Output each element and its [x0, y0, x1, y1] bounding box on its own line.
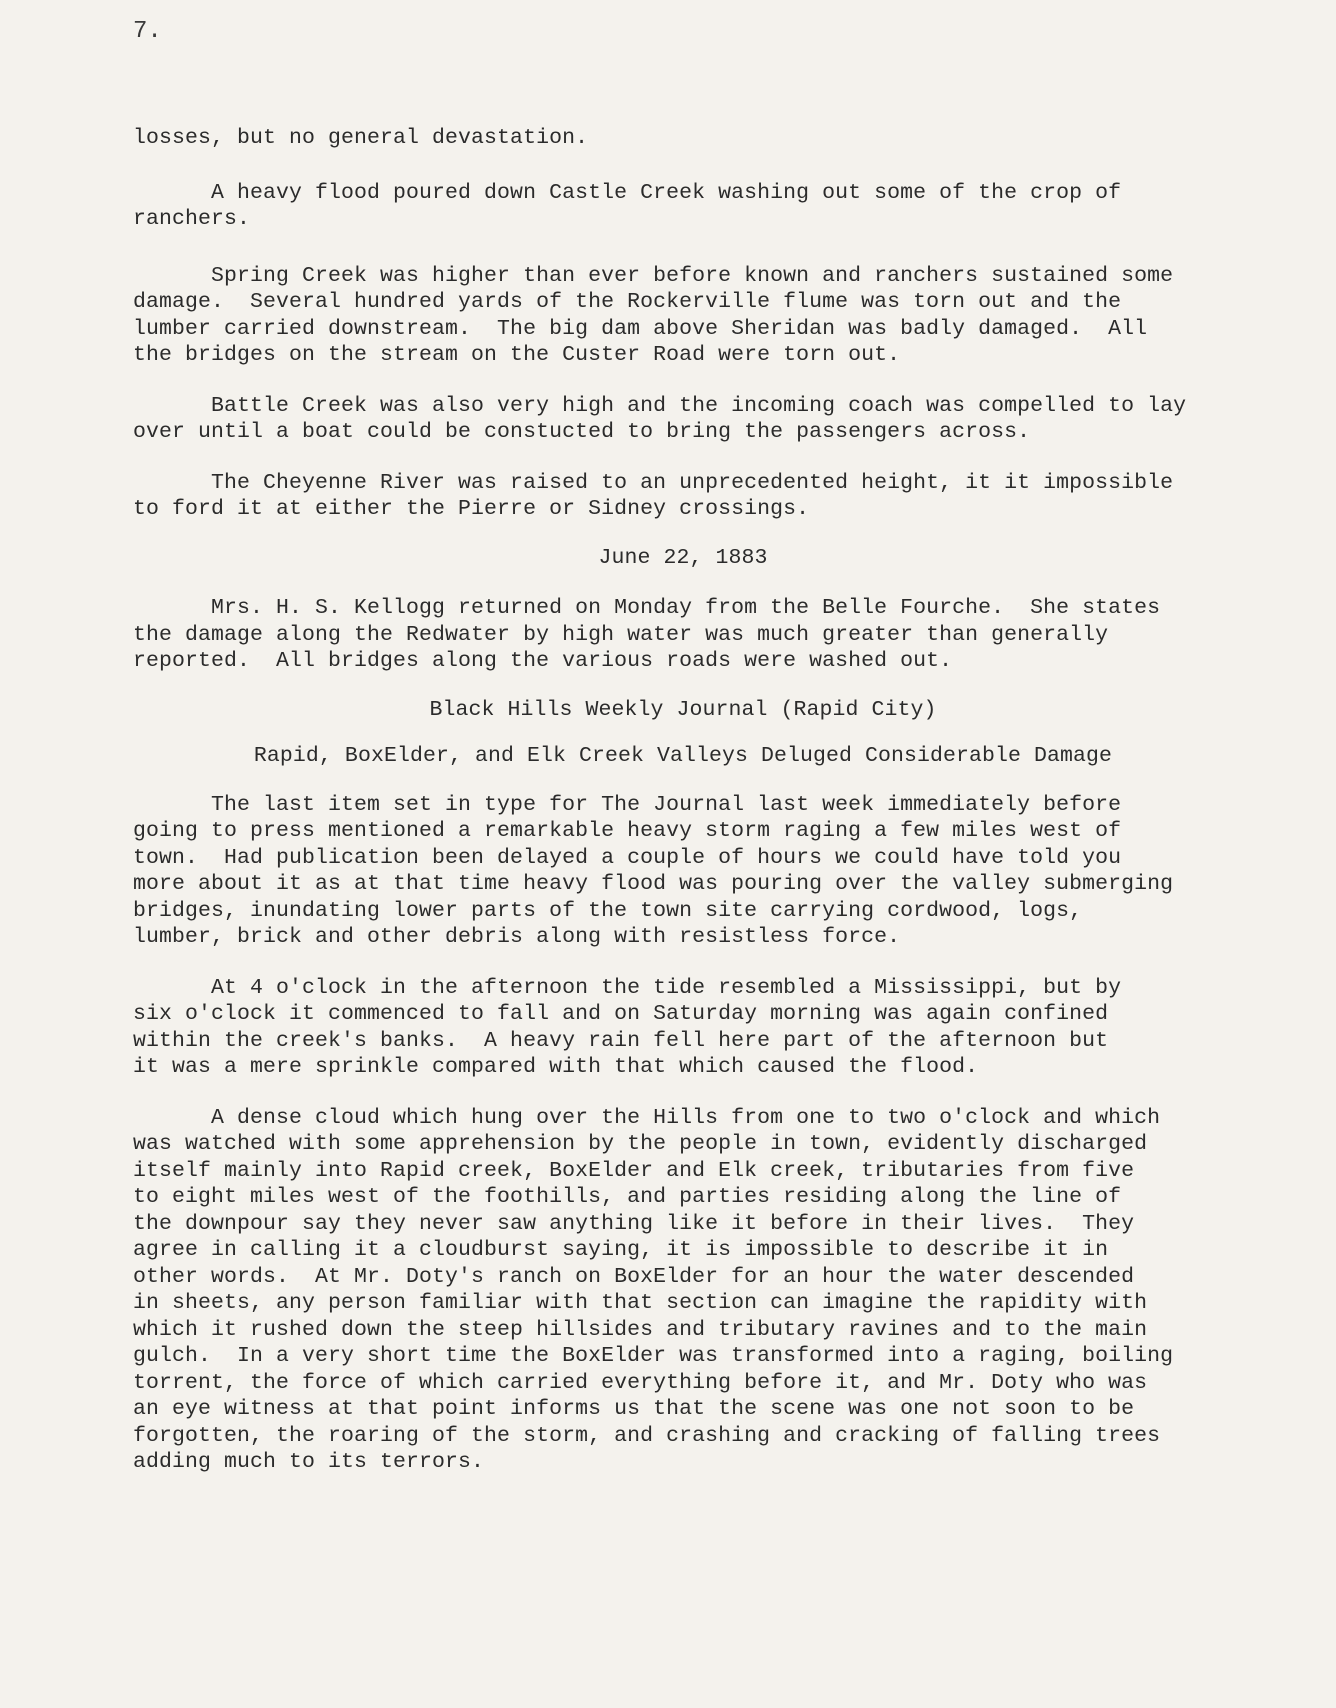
text-line: town. Had publication been delayed a couple of hours we could have told you [133, 845, 1122, 870]
paragraph-gap [133, 723, 1233, 743]
paragraph-gap [133, 152, 1233, 180]
text-line: it was a mere sprinkle compared with that which caused the flood. [133, 1055, 979, 1079]
paragraph [133, 1105, 1233, 1476]
paragraph [133, 393, 1233, 446]
paragraph-gap [133, 369, 1233, 393]
page-number: 7. [133, 18, 162, 45]
paragraph-gap [133, 1081, 1233, 1105]
text-line: going to press mentioned a remarkable heavy storm raging a few miles west of [133, 819, 1122, 843]
section-heading [133, 743, 1233, 770]
paragraph [133, 595, 1233, 675]
paragraph [133, 180, 1233, 233]
document-body [133, 125, 1233, 1476]
text-line: itself mainly into Rapid creek, BoxElder and Elk creek, tributaries from five [133, 1158, 1135, 1183]
text-line: to eight miles west of the foothills, and parties residing along the line of [133, 1185, 1122, 1209]
paragraph-gap [133, 446, 1233, 470]
text-line: Mrs. H. S. Kellogg returned on Monday from the Belle Fourche. She states [133, 596, 1161, 620]
text-line: over until a boat could be constucted to bring the passengers across. [133, 420, 1031, 444]
text-line: adding much to its terrors. [133, 1450, 485, 1474]
text-line: forgotten, the roaring of the storm, and crashing and cracking of falling trees [133, 1423, 1161, 1448]
text-line: which it rushed down the steep hillsides and tributary ravines and to the main [133, 1317, 1148, 1342]
text-line: within the creek's banks. A heavy rain fell here part of the afternoon but [133, 1028, 1109, 1053]
paragraph [133, 263, 1233, 369]
text-line: The last item set in type for The Journal last week immediately before [133, 792, 1122, 817]
text-line: to ford it at either the Pierre or Sidney crossings. [133, 497, 810, 521]
text-line: was watched with some apprehension by the people in town, evidently discharged [133, 1132, 1148, 1156]
text-line: losses, but no general devastation. [133, 126, 589, 150]
heading-line: June 22, 1883 [598, 545, 768, 570]
paragraph-gap [133, 571, 1233, 595]
text-line: in sheets, any person familiar with that section can imagine the rapidity with [133, 1291, 1148, 1315]
paragraph-gap [133, 523, 1233, 545]
text-line: The Cheyenne River was raised to an unprecedented height, it it impossible [133, 470, 1174, 495]
paragraph-gap [133, 951, 1233, 975]
heading-line: Rapid, BoxElder, and Elk Creek Valleys Deluged Considerable Damage [253, 744, 1113, 768]
text-line: the downpour say they never saw anything like it before in their lives. They [133, 1211, 1135, 1236]
text-line: A dense cloud which hung over the Hills from one to two o'clock and which [133, 1105, 1161, 1130]
text-line: At 4 o'clock in the afternoon the tide resembled a Mississippi, but by [133, 975, 1122, 1000]
section-heading [133, 545, 1233, 572]
paragraph-gap [133, 770, 1233, 792]
text-line: ranchers. [133, 207, 251, 231]
text-line: damage. Several hundred yards of the Rockerville flume was torn out and the [133, 290, 1122, 314]
text-line: torrent, the force of which carried everything before it, and Mr. Doty who was [133, 1370, 1148, 1395]
text-line: lumber carried downstream. The big dam above Sheridan was badly damaged. All [133, 316, 1148, 341]
text-line: gulch. In a very short time the BoxElder was transformed into a raging, boiling [133, 1344, 1174, 1368]
section-heading [133, 697, 1233, 724]
paragraph [133, 125, 1233, 152]
text-line: Battle Creek was also very high and the incoming coach was compelled to lay [133, 393, 1187, 418]
text-line: Spring Creek was higher than ever before known and ranchers sustained some [133, 263, 1174, 288]
text-line: more about it as at that time heavy flood was pouring over the valley submerging [133, 872, 1174, 896]
text-line: bridges, inundating lower parts of the town site carrying cordwood, logs, [133, 898, 1083, 923]
text-line: lumber, brick and other debris along with resistless force. [133, 925, 901, 949]
text-line: the bridges on the stream on the Custer Road were torn out. [133, 343, 901, 367]
text-line: six o'clock it commenced to fall and on Saturday morning was again confined [133, 1002, 1109, 1026]
text-line: reported. All bridges along the various roads were washed out. [133, 649, 953, 673]
paragraph-gap [133, 675, 1233, 697]
paragraph [133, 470, 1233, 523]
text-line: A heavy flood poured down Castle Creek washing out some of the crop of [133, 180, 1122, 205]
paragraph-gap [133, 233, 1233, 263]
text-line: the damage along the Redwater by high water was much greater than generally [133, 622, 1109, 647]
text-line: an eye witness at that point informs us that the scene was one not soon to be [133, 1397, 1135, 1421]
text-line: other words. At Mr. Doty's ranch on BoxElder for an hour the water descended [133, 1264, 1135, 1289]
text-line: agree in calling it a cloudburst saying, it is impossible to describe it in [133, 1238, 1109, 1262]
heading-line: Black Hills Weekly Journal (Rapid City) [429, 697, 937, 722]
paragraph [133, 792, 1233, 951]
paragraph [133, 975, 1233, 1081]
